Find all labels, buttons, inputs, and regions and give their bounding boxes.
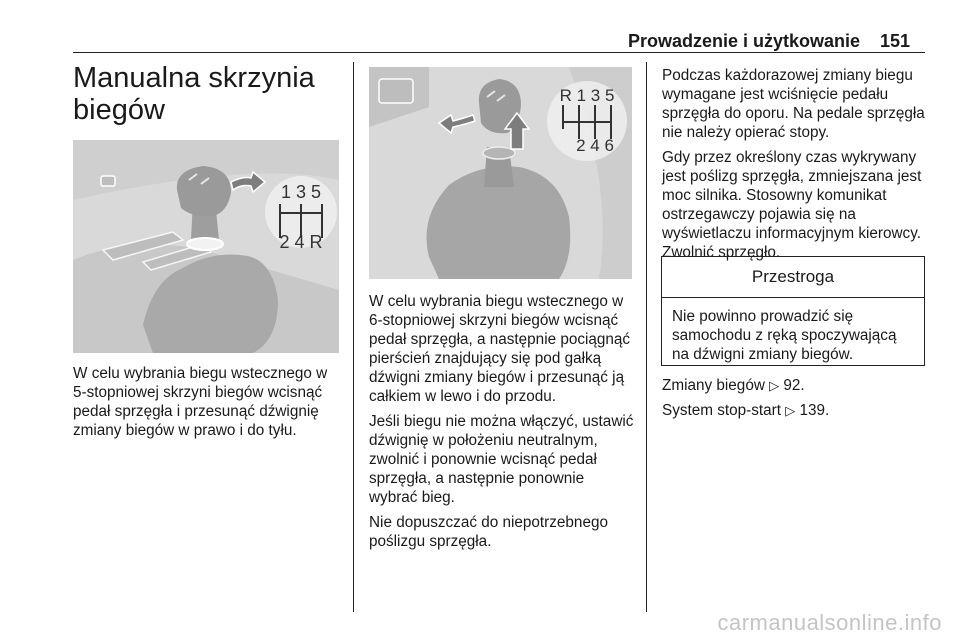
reference-link[interactable]: [662, 376, 928, 395]
column-divider-1: [353, 62, 354, 612]
gear-lever-6-speed-illustration: [369, 67, 632, 279]
chapter-title: Manualna skrzynia biegów: [73, 62, 315, 126]
reference-link[interactable]: [662, 401, 928, 420]
column-divider-2: [646, 62, 647, 612]
col3-text: [662, 66, 928, 268]
reference-label: Zmiany biegów: [662, 377, 765, 394]
gate-top-labels: 1 3 5: [280, 182, 322, 202]
references: [662, 376, 928, 426]
reference-label: System stop-start: [662, 402, 782, 419]
paragraph: Podczas każdorazowej zmiany biegu wymagane jest wciśnięcie pedału sprzęgła do oporu. Na pedale sprzęgła nie należy opierać stopy.: [662, 67, 925, 141]
caution-text: Nie powinno prowadzić się samochodu z ręką spoczywającą na dźwigni zmiany biegów.: [672, 308, 897, 363]
caution-box: [661, 256, 925, 366]
reference-page: 92.: [783, 377, 805, 394]
paragraph: Gdy przez określony czas wykrywany jest poślizg sprzęgła, zmniejszana jest moc silnika. Stosowny komunikat ostrzegawczy pojawia się na wyświetlaczu informacyjnym kierowcy. Zwolnić sprzęgło.: [662, 149, 922, 261]
header-title: Prowadzenie i użytkowanie: [627, 31, 860, 51]
gate-top-labels: R 1 3 5: [559, 86, 615, 105]
gate-bottom-labels: 2 4 6: [576, 136, 614, 155]
col2-text: [369, 292, 635, 557]
watermark: carmanualsonline.info: [717, 610, 942, 635]
reference-page: 139.: [799, 402, 830, 419]
header-rule: [73, 52, 925, 53]
caution-heading: Przestroga: [662, 257, 924, 298]
gate-bottom-labels: 2 4 R: [279, 232, 323, 252]
reference-arrow-icon: ▷: [785, 403, 796, 418]
gear-lever-6-speed-figure: [369, 67, 632, 279]
gear-lever-5-speed-illustration: [73, 140, 339, 353]
col1-text: W celu wybrania biegu wstecznego w 5-stopniowej skrzyni biegów wcisnąć pedał sprzęgła i przesunąć dźwignię zmiany biegów w prawo i do tyłu.: [73, 365, 328, 439]
paragraph: W celu wybrania biegu wstecznego w 6-stopniowej skrzyni biegów wcisnąć pedał sprzęgła, a następnie pociągnąć pierścień znajdujący się pod gałką dźwigni zmiany biegów i przesunąć ją całkiem w lewo i do przodu.: [369, 293, 631, 405]
reference-arrow-icon: ▷: [769, 378, 780, 393]
gear-lever-5-speed-figure: [73, 140, 339, 353]
paragraph: Jeśli biegu nie można włączyć, ustawić dźwignię w położeniu neutralnym, zwolnić i ponownie wcisnąć pedał sprzęgła, a następnie ponownie wybrać bieg.: [369, 413, 634, 506]
page-number: 151: [880, 31, 911, 51]
paragraph: Nie dopuszczać do niepotrzebnego poślizgu sprzęgła.: [369, 514, 608, 550]
